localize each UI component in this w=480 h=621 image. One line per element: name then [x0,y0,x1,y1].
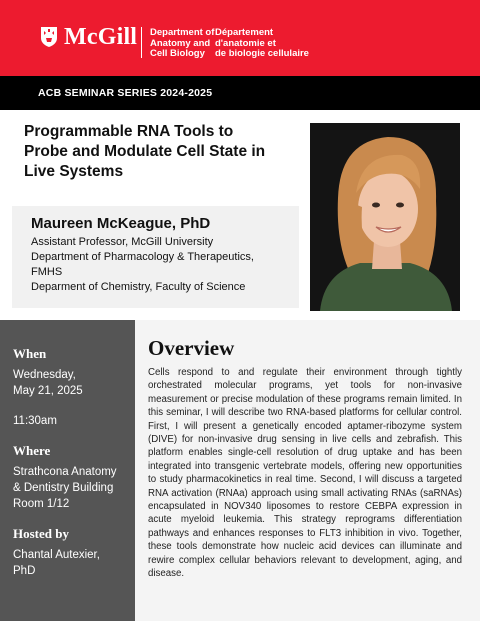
event-details [0,320,135,621]
dept-en-line: Anatomy and [150,37,211,49]
host-line: PhD [13,565,36,577]
title-line: Live Systems [24,163,124,180]
event-location [13,464,135,512]
dept-fr-line: Département [215,27,274,38]
host-heading: Hosted by [13,526,69,541]
logo-wordmark: McGill [64,24,138,50]
portrait-image [310,123,460,311]
logo-divider [141,27,142,58]
speaker-department: Department of Pharmacology & Therapeutics, [31,251,254,263]
title-line: Probe and Modulate Cell State in [24,143,266,160]
location-line: & Dentistry Building [13,482,114,494]
date-line: May 21, 2025 [13,385,83,397]
department-name-english [150,28,214,60]
dept-fr-line: de biologie cellulaire [215,48,309,59]
department-name-french [215,28,309,60]
event-host [13,547,135,579]
title-line: Programmable RNA Tools to [24,123,234,140]
when-heading: When [13,346,47,361]
series-bar [0,76,480,110]
date-line: Wednesday, [13,369,76,381]
series-label: ACB SEMINAR SERIES 2024-2025 [38,87,213,99]
where-heading: Where [13,443,51,458]
dept-en-line: Cell Biology [150,48,205,59]
speaker-info [12,206,299,308]
location-line: Room 1/12 [13,498,70,510]
speaker-position: Assistant Professor, McGill University [31,236,214,248]
mcgill-logo [40,26,137,48]
speaker-name: Maureen McKeague, PhD [31,215,211,232]
speaker-second-department: Deparment of Chemistry, Faculty of Science [31,281,246,293]
overview-heading: Overview [148,336,235,360]
crest-icon [40,26,58,48]
event-date [13,367,135,399]
speaker-photo [310,123,460,311]
location-line: Strathcona Anatomy [13,466,117,478]
overview-abstract: Cells respond to and regulate their environment through tightly orchestrated molecular programs, yet tools for non-invasive measurement or precise modulation of these programs remain limited. In this seminar, I will describe two RNA-based platforms for cellular control. First, I will present a genetically encoded aptamer-ribozyme system (DIVE) for non-invasive drug sensing in live cells and zebrafish. This platform enables single-cell resolution of drug uptake and has been integrated into transgenic vertebrate models, offering new opportunities to study pharmacokinetics in real time. Second, I will discuss a targeted RNA activation (RNAa) approach using small activating RNAs (saRNAs) encapsulated in NOV340 liposomes to restore CEBPA expression in acute myeloid leukemia. This strategy reprograms differentiation pathways and enhances responses to FLT3 inhibition in vivo. Together, these tools demonstrate how nucleic acid devices can illuminate and rewire complex cellular behaviors relevant to development, aging, and disease. [148,367,462,580]
dept-en-line: Department of [150,27,215,38]
talk-title [24,122,294,182]
header-banner [0,0,480,76]
dept-fr-line: d'anatomie et [215,37,276,49]
speaker-faculty: FMHS [31,266,63,278]
event-time: 11:30am [13,415,57,427]
host-line: Chantal Autexier, [13,549,100,561]
